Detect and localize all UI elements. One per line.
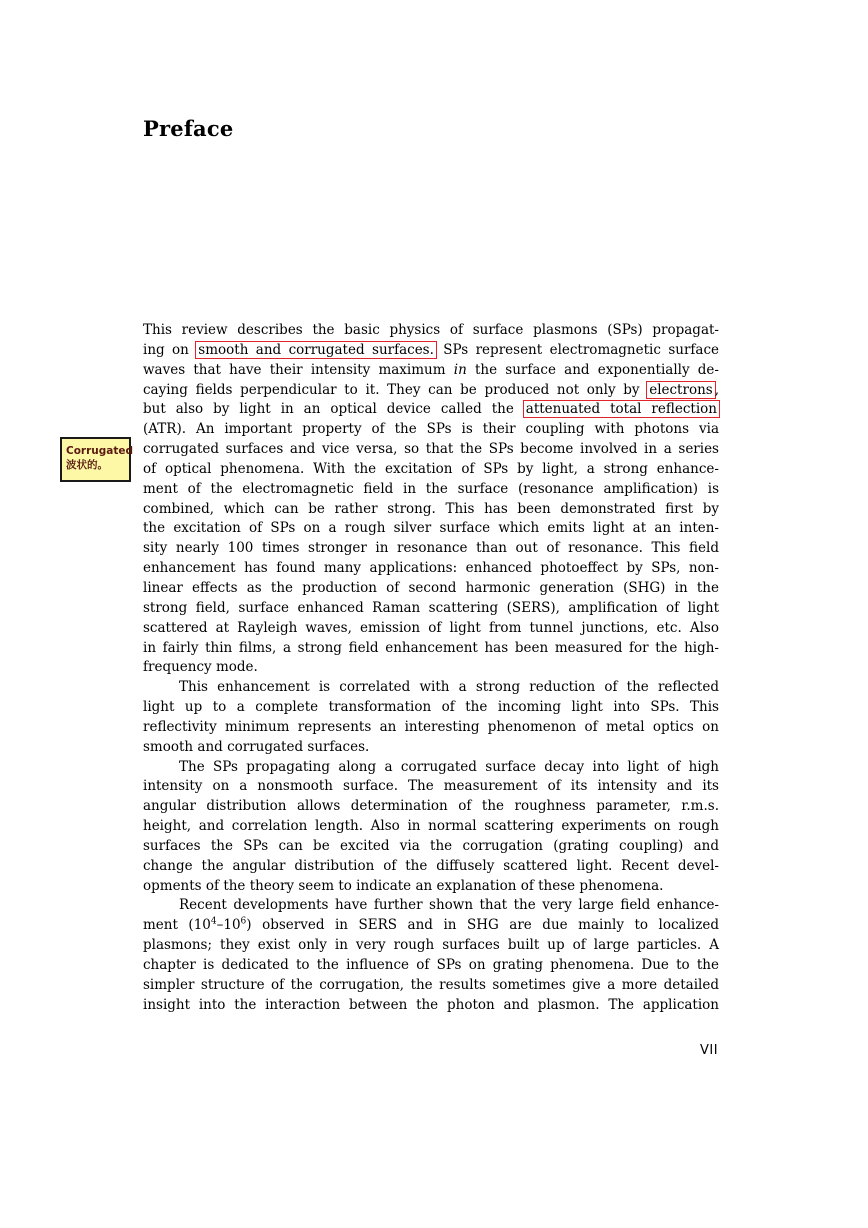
text-line	[143, 797, 719, 817]
highlighted-term[interactable]: attenuated total reflection	[523, 400, 720, 418]
text-run: plasmons; they exist only in very rough surfaces built up of large particles. A	[143, 937, 719, 954]
text-line	[143, 936, 719, 956]
text-line	[143, 837, 719, 857]
paragraph	[143, 758, 719, 897]
text-line	[143, 877, 719, 897]
paragraph	[143, 896, 719, 1015]
text-line	[143, 777, 719, 797]
text-run: 6	[240, 916, 247, 927]
text-line	[143, 619, 719, 639]
text-run: chapter is dedicated to the influence of SPs on grating phenomena. Due to the	[143, 957, 719, 973]
text-run: ) observed in SERS and in SHG are due mainly to localized	[246, 917, 719, 934]
text-line	[143, 718, 719, 738]
text-run: scattered at Rayleigh waves, emission of light from tunnel junctions, etc. Also	[143, 619, 719, 636]
text-run: corrugated surfaces and vice versa, so that the SPs become involved in a series	[143, 441, 719, 458]
paragraph	[143, 678, 719, 757]
text-line	[143, 381, 719, 401]
highlighted-term[interactable]: smooth and corrugated surfaces.	[195, 341, 437, 359]
text-run: Recent developments have further shown that the very large field enhance-	[179, 897, 719, 914]
highlighted-term[interactable]: electrons	[646, 381, 716, 399]
text-run: enhancement has found many applications: enhanced photoeffect by SPs, non-	[143, 560, 719, 577]
text-line	[143, 341, 719, 361]
text-run: insight into the interaction between the photon and plasmon. The application	[143, 996, 719, 1013]
text-run: intensity on a nonsmooth surface. The measurement of its intensity and its	[143, 778, 719, 795]
text-run: ,	[714, 381, 719, 398]
text-line	[143, 579, 719, 599]
text-run: but also by light in an optical device called the	[143, 401, 524, 418]
text-run: This review describes the basic physics of surface plasmons (SPs) propagat-	[143, 322, 719, 338]
text-line	[143, 559, 719, 579]
page-number: VII	[700, 1043, 719, 1058]
text-line	[143, 817, 719, 837]
text-run: of optical phenomena. With the excitation of SPs by light, a strong enhance-	[143, 460, 719, 477]
text-line	[143, 519, 719, 539]
text-line	[143, 916, 719, 936]
note-translation: 波状的。	[66, 459, 108, 471]
text-line	[143, 599, 719, 619]
text-line	[143, 639, 719, 659]
text-line	[143, 698, 719, 718]
text-run: simpler structure of the corrugation, the results sometimes give a more detailed	[143, 976, 719, 993]
text-run: strong field, surface enhanced Raman scattering (SERS), amplification of light	[143, 599, 719, 616]
text-run: (ATR). An important property of the SPs is their coupling with photons via	[143, 421, 719, 438]
text-line	[143, 480, 719, 500]
text-run: This enhancement is correlated with a strong reduction of the reflected	[179, 679, 719, 696]
text-run: the surface and exponentially de-	[466, 361, 719, 378]
text-run: 4	[210, 916, 217, 927]
text-line	[143, 857, 719, 877]
text-run: frequency mode.	[143, 659, 258, 676]
text-run: in	[453, 361, 467, 378]
text-line	[143, 956, 719, 976]
text-run: The SPs propagating along a corrugated surface decay into light of high	[179, 758, 719, 775]
text-run: ing on	[143, 341, 197, 358]
text-line	[143, 440, 719, 460]
text-run: opments of the theory seem to indicate an explanation of these phenomena.	[143, 877, 664, 894]
preface-body	[143, 321, 719, 1016]
text-line	[143, 400, 719, 420]
text-line	[143, 896, 719, 916]
text-run: ment of the electromagnetic field in the surface (resonance amplification) is	[143, 480, 719, 497]
text-run: SPs represent electromagnetic surface	[435, 341, 719, 358]
text-line	[143, 460, 719, 480]
text-run: smooth and corrugated surfaces.	[143, 738, 370, 755]
text-run: light up to a complete transformation of the incoming light into SPs. This	[143, 699, 719, 716]
text-line	[143, 738, 719, 758]
text-run: the excitation of SPs on a rough silver surface which emits light at an inten-	[143, 520, 719, 537]
text-run: change the angular distribution of the diffusely scattered light. Recent devel-	[143, 857, 719, 874]
note-term: Corrugated	[66, 445, 134, 457]
text-line	[143, 658, 719, 678]
text-run: ment (10	[143, 917, 211, 934]
text-run: reflectivity minimum represents an interesting phenomenon of metal optics on	[143, 718, 719, 735]
text-run: combined, which can be rather strong. This has been demonstrated first by	[143, 500, 719, 517]
paragraph	[143, 321, 719, 678]
text-run: height, and correlation length. Also in normal scattering experiments on rough	[143, 818, 719, 835]
text-run: angular distribution allows determination of the roughness parameter, r.m.s.	[143, 798, 719, 815]
text-run: sity nearly 100 times stronger in resonance than out of resonance. This field	[143, 540, 719, 557]
text-line	[143, 361, 719, 381]
text-run: caying fields perpendicular to it. They can be produced not only by	[143, 381, 648, 398]
text-run: –10	[216, 917, 241, 934]
text-line	[143, 678, 719, 698]
translation-note[interactable]	[60, 437, 134, 482]
text-run: surfaces the SPs can be excited via the corrugation (grating coupling) and	[143, 837, 719, 854]
page-title: Preface	[143, 116, 234, 141]
text-run: in fairly thin films, a strong field enhancement has been measured for the high-	[143, 639, 719, 656]
text-line	[143, 420, 719, 440]
text-line	[143, 996, 719, 1016]
text-run: linear effects as the production of second harmonic generation (SHG) in the	[143, 579, 719, 596]
text-line	[143, 758, 719, 778]
text-run: waves that have their intensity maximum	[143, 361, 454, 378]
text-line	[143, 539, 719, 559]
text-line	[143, 500, 719, 520]
text-line	[143, 321, 719, 341]
text-line	[143, 976, 719, 996]
